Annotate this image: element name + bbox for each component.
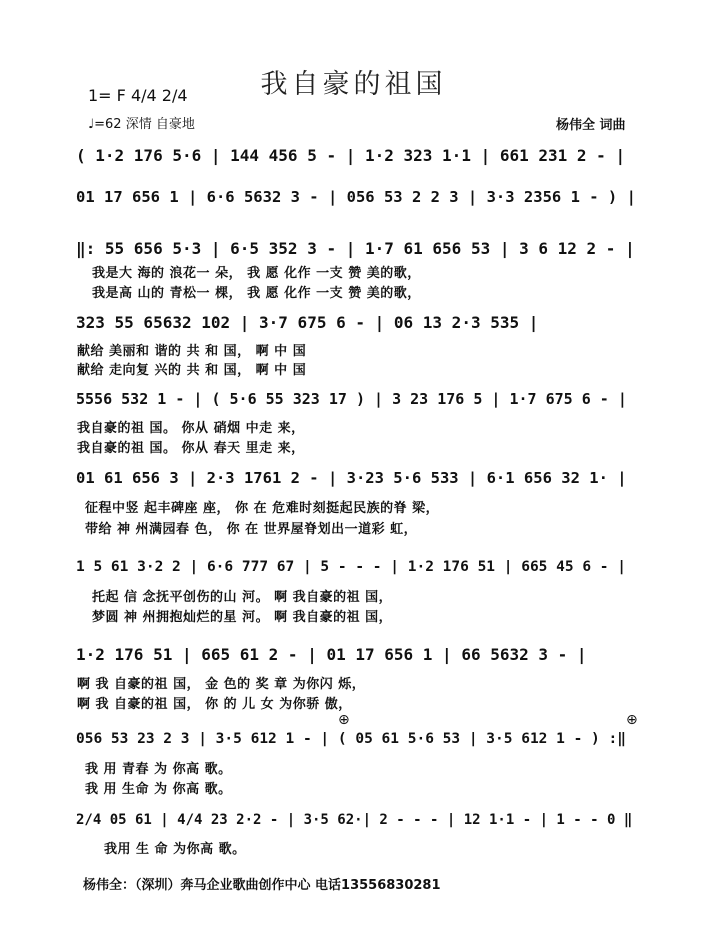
contact-footer: 杨伟全：（深圳）奔马企业歌曲创作中心 电话13556830281 (83, 878, 441, 893)
lyric-line: 托起 信 念抚平创伤的山 河。 啊 我自豪的祖 国， (92, 590, 393, 605)
notation-line: 323 55 65632 102 | 3·7 675 6 - | 06 13 2·3 535 | (76, 313, 539, 332)
notation-line: 01 17 656 1 | 6·6 5632 3 - | 056 53 2 2 3 | 3·3 2356 1 - ) | (76, 188, 636, 206)
lyric-line: 我用 生 命 为你高 歌。 (104, 842, 246, 857)
composer-credit: 杨伟全 词曲 (556, 118, 626, 133)
lyric-line: 我自豪的祖 国。 你从 春天 里走 来， (77, 441, 305, 456)
lyric-line: 我 用 青春 为 你高 歌。 (85, 762, 232, 777)
notation-line: 01 61 656 3 | 2·3 1761 2 - | 3·23 5·6 533 | 6·1 656 32 1· | (76, 469, 627, 487)
lyric-line: 征程中竖 起丰碑座 座， 你 在 危难时刻挺起民族的脊 梁， (85, 501, 440, 516)
notation-line: ‖: 55 656 5·3 | 6·5 352 3 - | 1·7 61 656 53 | 3 6 12 2 - | (76, 239, 635, 258)
lyric-line: 啊 我 自豪的祖 国， 你 的 儿 女 为你骄 傲， (77, 697, 352, 712)
notation-line: 2/4 05 61 | 4/4 23 2·2 - | 3·5 62·| 2 - - - | 12 1·1 - | 1 - - 0 ‖ (76, 812, 633, 828)
lyric-line: 啊 我 自豪的祖 国， 金 色的 奖 章 为你闪 烁， (77, 677, 366, 692)
notation-line: ( 1·2 176 5·6 | 144 456 5 - | 1·2 323 1·1 | 661 231 2 - | (76, 146, 626, 165)
lyric-line: 梦圆 神 州拥抱灿烂的星 河。 啊 我自豪的祖 国， (92, 610, 393, 625)
lyric-line: 我自豪的祖 国。 你从 硝烟 中走 来， (77, 421, 305, 436)
key-signature: 1= F 4/4 2/4 (88, 86, 188, 105)
notation-line: 1 5 61 3·2 2 | 6·6 777 67 | 5 - - - | 1·2 176 51 | 665 45 6 - | (76, 559, 626, 575)
lyric-line: 带给 神 州满园春 色， 你 在 世界屋脊划出一道彩 虹， (85, 522, 418, 537)
notation-line: 1·2 176 51 | 665 61 2 - | 01 17 656 1 | 66 5632 3 - | (76, 645, 587, 664)
coda-mark-icon: ⊕ (626, 712, 638, 728)
notation-line: 056 53 23 2 3 | 3·5 612 1 - | ( 05 61 5·6 53 | 3·5 612 1 - ) :‖ (76, 731, 626, 747)
notation-line: 5556 532 1 - | ( 5·6 55 323 17 ) | 3 23 176 5 | 1·7 675 6 - | (76, 390, 627, 408)
coda-mark-icon: ⊕ (338, 712, 350, 728)
lyric-line: 献给 走向复 兴的 共 和 国， 啊 中 国 (77, 363, 307, 378)
tempo-marking: ♩=62 深情 自豪地 (88, 117, 195, 132)
lyric-line: 我是高 山的 青松一 棵， 我 愿 化作 一支 赞 美的歌， (92, 286, 421, 301)
lyric-line: 我是大 海的 浪花一 朵， 我 愿 化作 一支 赞 美的歌， (92, 266, 421, 281)
song-title: 我自豪的祖国 (260, 69, 447, 100)
lyric-line: 献给 美丽和 谐的 共 和 国， 啊 中 国 (77, 344, 307, 359)
lyric-line: 我 用 生命 为 你高 歌。 (85, 782, 232, 797)
